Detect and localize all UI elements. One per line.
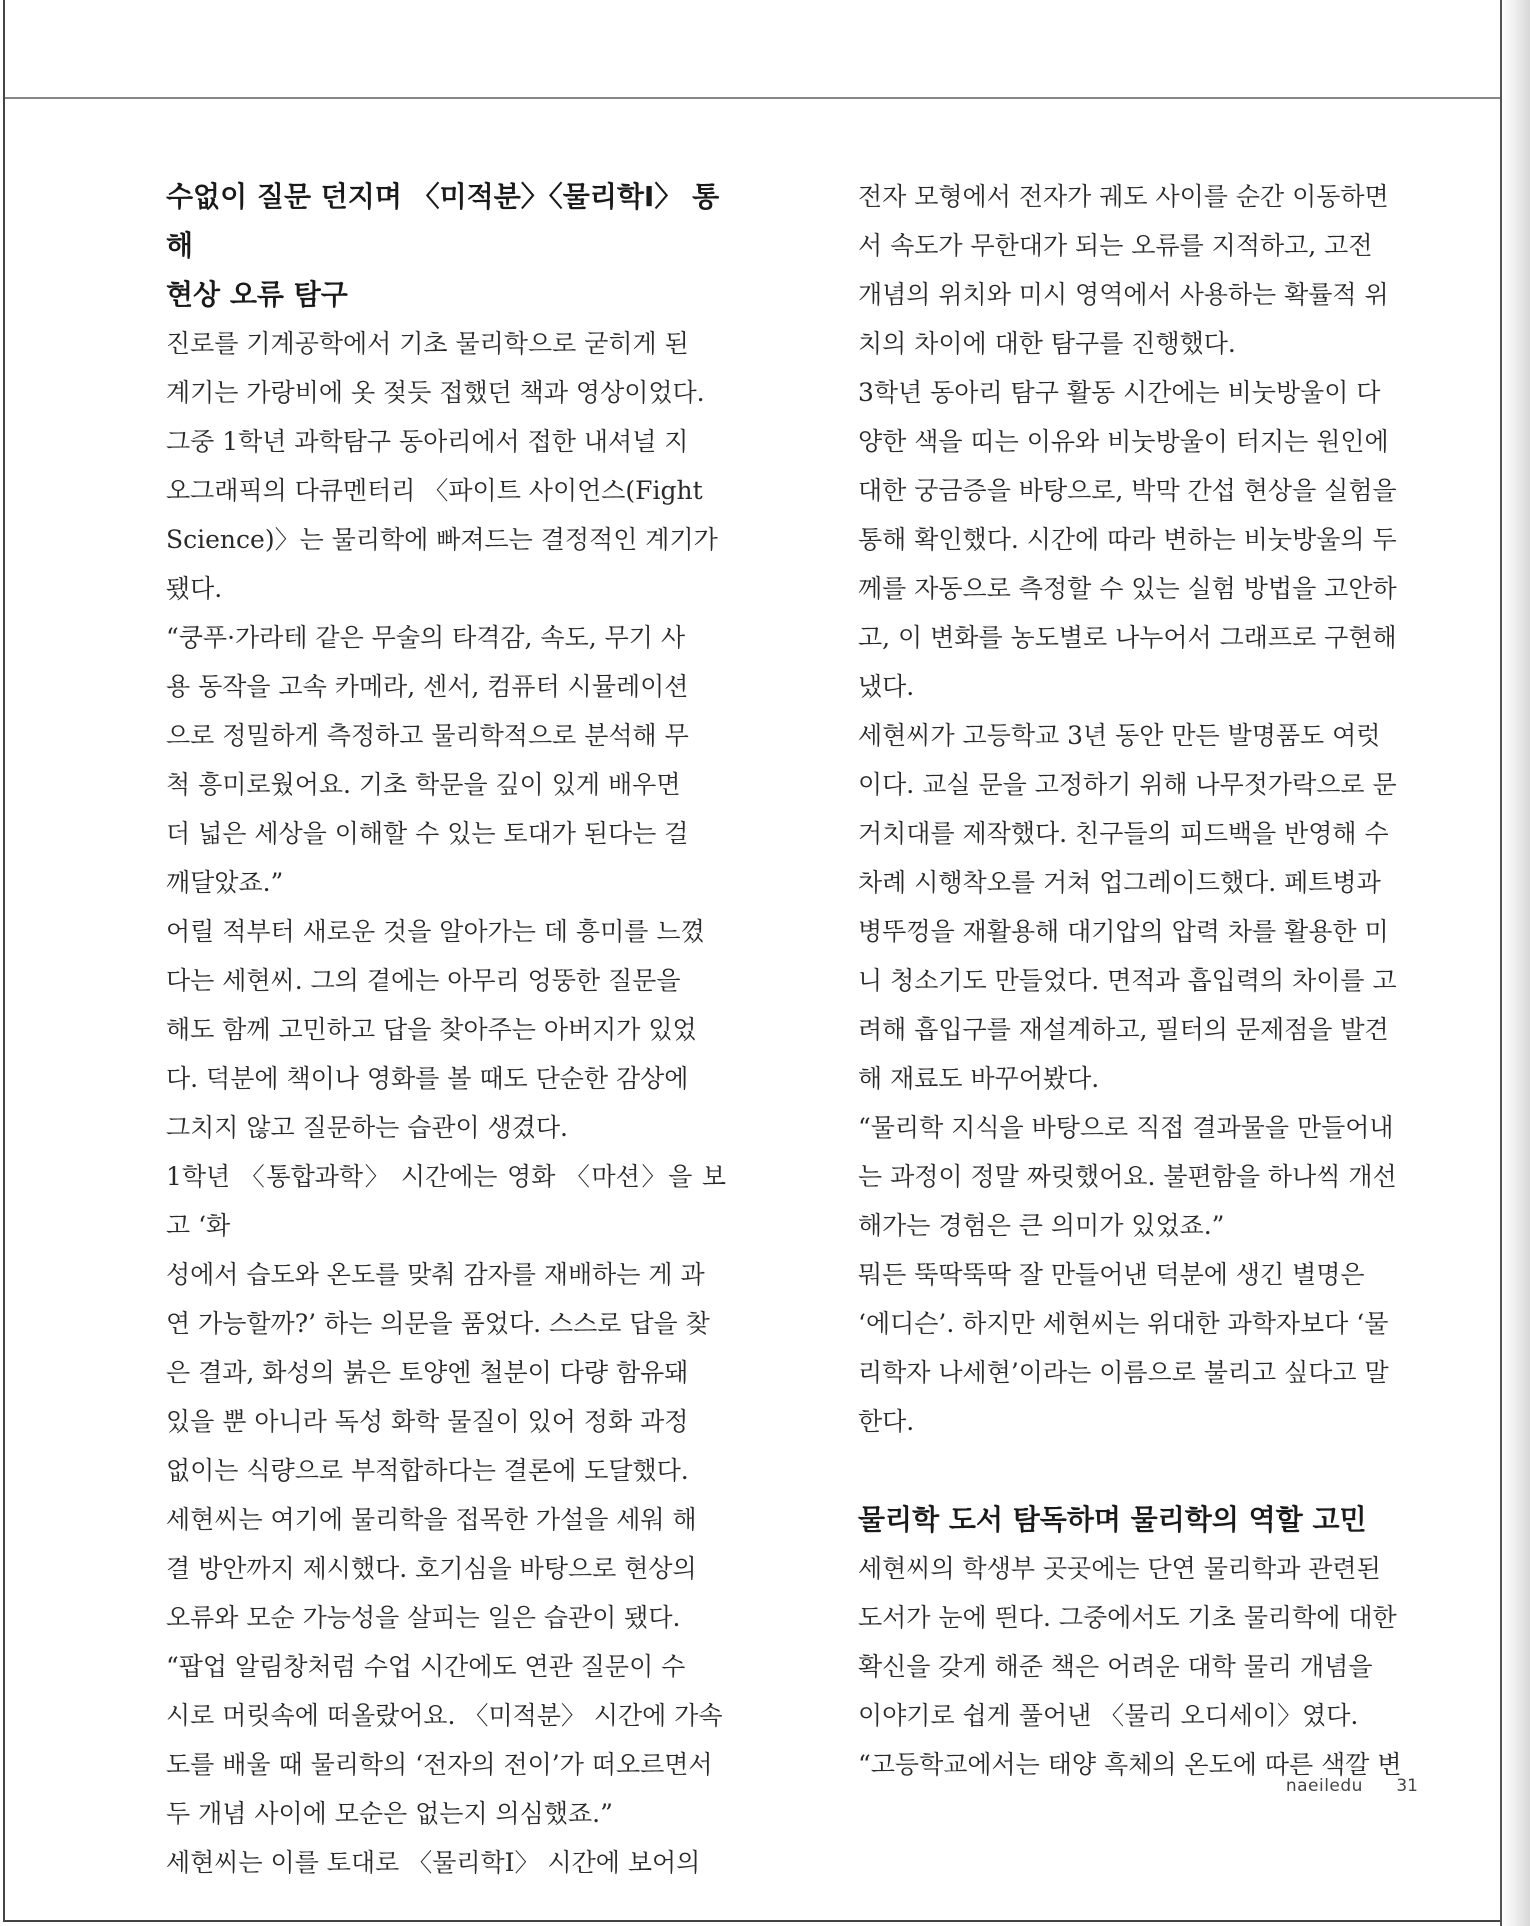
right-column — [858, 172, 1418, 1789]
paragraph: “고등학교에서는 태양 흑체의 온도에 따른 색깔 변 — [858, 1750, 1402, 1779]
paragraph: 어릴 적부터 새로운 것을 알아가는 데 흥미를 느꼈 다는 세현씨. 그의 곁에는 아무리 엉뚱한 질문을 해도 함께 고민하고 답을 찾아주는 아버지가 있었 다. 덕분에 책이나 영화를 볼 때도 단순한 감상에 그치지 않고 질문하는 습관이 생겼다. — [166, 917, 705, 1142]
paragraph: 세현씨가 고등학교 3년 동안 만든 발명품도 여럿 이다. 교실 문을 고정하기 위해 나무젓가락으로 문 거치대를 제작했다. 친구들의 피드백을 반영해 수 차례 시행착오를 거쳐 업그레이드했다. 페트병과 병뚜껑을 재활용해 대기압의 압력 차를 활용한 미 니 청소기도 만들었다. 면적과 흡입력의 차이를 고 려해 흡입구를 재설계하고, 필터의 문제점을 발견 해 재료도 바꾸어봤다. — [858, 721, 1397, 1093]
section-heading-1: 수없이 질문 던지며 〈미적분〉〈물리학Ⅰ〉 통해 현상 오류 탐구 — [166, 180, 720, 311]
paragraph: “쿵푸·가라테 같은 무술의 타격감, 속도, 무기 사 용 동작을 고속 카메라, 센서, 컴퓨터 시뮬레이션 으로 정밀하게 측정하고 물리학적으로 분석해 무 척 흥미로웠어요. 기초 학문을 깊이 있게 배우면 더 넓은 세상을 이해할 수 있는 토대가 된다는 걸 깨달았죠.” — [166, 623, 689, 897]
page-number: 31 — [1396, 1776, 1418, 1796]
top-rule-divider — [5, 97, 1500, 99]
left-column — [166, 172, 726, 1887]
paragraph: 1학년 〈통합과학〉 시간에는 영화 〈마션〉을 보고 ‘화 성에서 습도와 온도를 맞춰 감자를 재배하는 게 과 연 가능할까?’ 하는 의문을 품었다. 스스로 답을 찾 은 결과, 화성의 붉은 토양엔 철분이 다량 함유돼 있을 뿐 아니라 독성 화학 물질이 있어 정화 과정 없이는 식량으로 부적합하다는 결론에 도달했다. 세현씨는 여기에 물리학을 접목한 가설을 세워 해 결 방안까지 제시했다. 호기심을 바탕으로 현상의 오류와 모순 가능성을 살피는 일은 습관이 됐다. — [166, 1162, 726, 1632]
paragraph: 3학년 동아리 탐구 활동 시간에는 비눗방울이 다 양한 색을 띠는 이유와 비눗방울이 터지는 원인에 대한 궁금증을 바탕으로, 박막 간섭 현상을 실험을 통해 확인했다. 시간에 따라 변하는 비눗방울의 두 께를 자동으로 측정할 수 있는 실험 방법을 고안하 고, 이 변화를 농도별로 나누어서 그래프로 구현해 냈다. — [858, 378, 1397, 701]
paragraph: 진로를 기계공학에서 기초 물리학으로 굳히게 된 계기는 가랑비에 옷 젖듯 접했던 책과 영상이었다. 그중 1학년 과학탐구 동아리에서 접한 내셔널 지 오그래픽의 다큐멘터리 〈파이트 사이언스(Fight Science)〉는 물리학에 빠져드는 결정적인 계기가 됐다. — [166, 329, 718, 603]
paragraph: 세현씨는 이를 토대로 〈물리학Ⅰ〉 시간에 보어의 — [166, 1848, 701, 1877]
page-edge — [1500, 0, 1530, 1926]
paragraph: 전자 모형에서 전자가 궤도 사이를 순간 이동하면 서 속도가 무한대가 되는 오류를 지적하고, 고전 개념의 위치와 미시 영역에서 사용하는 확률적 위 치의 차이에 대한 탐구를 진행했다. — [858, 182, 1389, 358]
publication-name: naeiledu — [1285, 1776, 1363, 1796]
paragraph: 뭐든 뚝딱뚝딱 잘 만들어낸 덕분에 생긴 별명은 ‘에디슨’. 하지만 세현씨는 위대한 과학자보다 ‘물 리학자 나세현’이라는 이름으로 불리고 싶다고 말 한다. — [858, 1260, 1389, 1436]
paragraph: 세현씨의 학생부 곳곳에는 단연 물리학과 관련된 도서가 눈에 띈다. 그중에서도 기초 물리학에 대한 확신을 갖게 해준 책은 어려운 대학 물리 개념을 이야기로 쉽게 풀어낸 〈물리 오디세이〉였다. — [858, 1554, 1397, 1730]
paragraph: “팝업 알림창처럼 수업 시간에도 연관 질문이 수 시로 머릿속에 떠올랐어요. 〈미적분〉 시간에 가속 도를 배울 때 물리학의 ‘전자의 전이’가 떠오르면서 두 개념 사이에 모순은 없는지 의심했죠.” — [166, 1652, 723, 1828]
page-footer — [1286, 1776, 1418, 1796]
paragraph: “물리학 지식을 바탕으로 직접 결과물을 만들어내 는 과정이 정말 짜릿했어요. 불편함을 하나씩 개선 해가는 경험은 큰 의미가 있었죠.” — [858, 1113, 1397, 1240]
section-heading-2: 물리학 도서 탐독하며 물리학의 역할 고민 — [858, 1503, 1367, 1536]
